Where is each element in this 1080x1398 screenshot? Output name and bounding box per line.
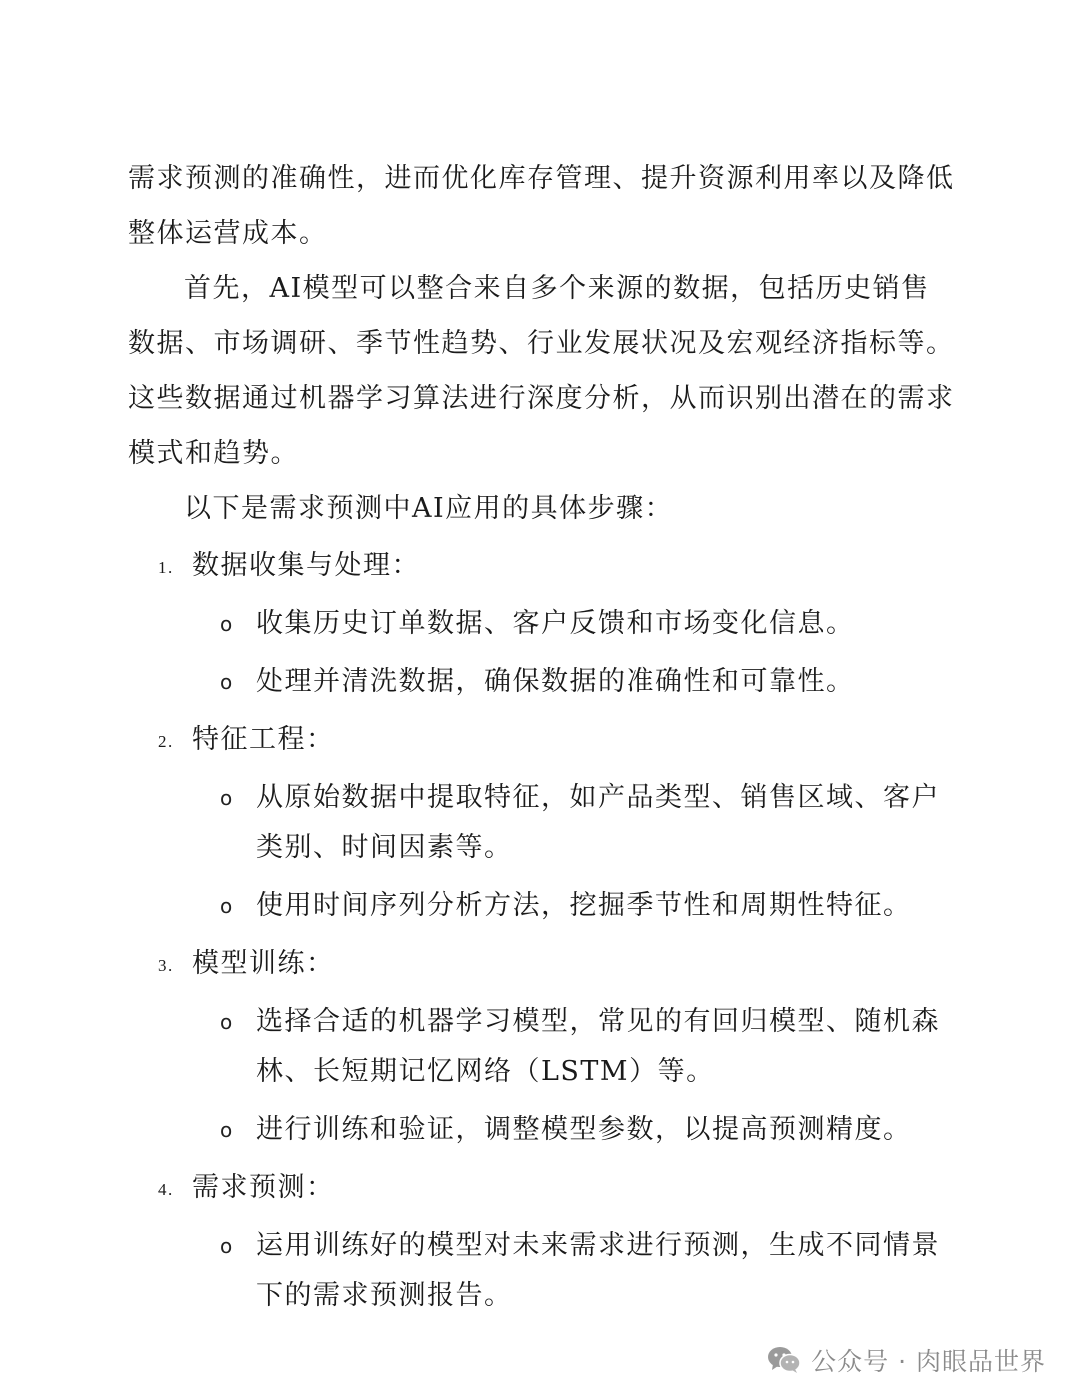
bullet-icon: o xyxy=(220,1118,234,1142)
watermark xyxy=(767,1340,1046,1380)
step-number: 2. xyxy=(158,732,174,751)
step-title: 特征工程： xyxy=(192,724,335,755)
step-number: 3. xyxy=(158,956,174,975)
step-title: 数据收集与处理： xyxy=(192,550,420,581)
sub-item-text: 收集历史订单数据、客户反馈和市场变化信息。 xyxy=(256,608,855,639)
paragraph-data-sources: 首先，AI模型可以整合来自多个来源的数据，包括历史销售数据、市场调研、季节性趋势、行业发展状况及宏观经济指标等。这些数据通过机器学习算法进行深度分析，从而识别出潜在的需求模式和趋势。 xyxy=(128,273,955,469)
sub-list xyxy=(0,1217,1080,1325)
sub-item xyxy=(0,653,1080,711)
sub-item xyxy=(0,1101,1080,1159)
wechat-icon xyxy=(767,1346,801,1374)
sub-item xyxy=(0,877,1080,935)
step-item xyxy=(0,711,1080,935)
step-number: 4. xyxy=(158,1180,174,1199)
step-title: 模型训练： xyxy=(192,948,335,979)
paragraph-steps-intro: 以下是需求预测中AI应用的具体步骤： xyxy=(184,493,674,524)
step-item xyxy=(0,537,1080,711)
bullet-icon: o xyxy=(220,1010,234,1034)
steps-list xyxy=(0,537,1080,1325)
sub-item-text: 处理并清洗数据，确保数据的准确性和可靠性。 xyxy=(256,666,855,697)
bullet-icon: o xyxy=(220,894,234,918)
paragraph-intro-continuation: 需求预测的准确性，进而优化库存管理、提升资源利用率以及降低整体运营成本。 xyxy=(128,163,955,249)
sub-item xyxy=(0,595,1080,653)
sub-item-text: 从原始数据中提取特征，如产品类型、销售区域、客户类别、时间因素等。 xyxy=(256,782,940,863)
sub-list xyxy=(0,769,1080,935)
sub-item xyxy=(0,993,1080,1101)
watermark-text: 公众号 · 肉眼品世界 xyxy=(811,1347,1046,1376)
bullet-icon: o xyxy=(220,786,234,810)
bullet-icon: o xyxy=(220,1234,234,1258)
step-item xyxy=(0,1159,1080,1325)
step-number: 1. xyxy=(158,558,174,577)
sub-item-text: 运用训练好的模型对未来需求进行预测，生成不同情景下的需求预测报告。 xyxy=(256,1230,940,1311)
sub-list xyxy=(0,993,1080,1159)
step-title: 需求预测： xyxy=(192,1172,335,1203)
step-item xyxy=(0,935,1080,1159)
sub-item-text: 选择合适的机器学习模型，常见的有回归模型、随机森林、长短期记忆网络（LSTM）等。 xyxy=(256,1006,940,1087)
sub-item-text: 进行训练和验证，调整模型参数，以提高预测精度。 xyxy=(256,1114,912,1145)
sub-item-text: 使用时间序列分析方法，挖掘季节性和周期性特征。 xyxy=(256,890,912,921)
sub-item xyxy=(0,769,1080,877)
bullet-icon: o xyxy=(220,670,234,694)
sub-item xyxy=(0,1217,1080,1325)
bullet-icon: o xyxy=(220,612,234,636)
sub-list xyxy=(0,595,1080,711)
